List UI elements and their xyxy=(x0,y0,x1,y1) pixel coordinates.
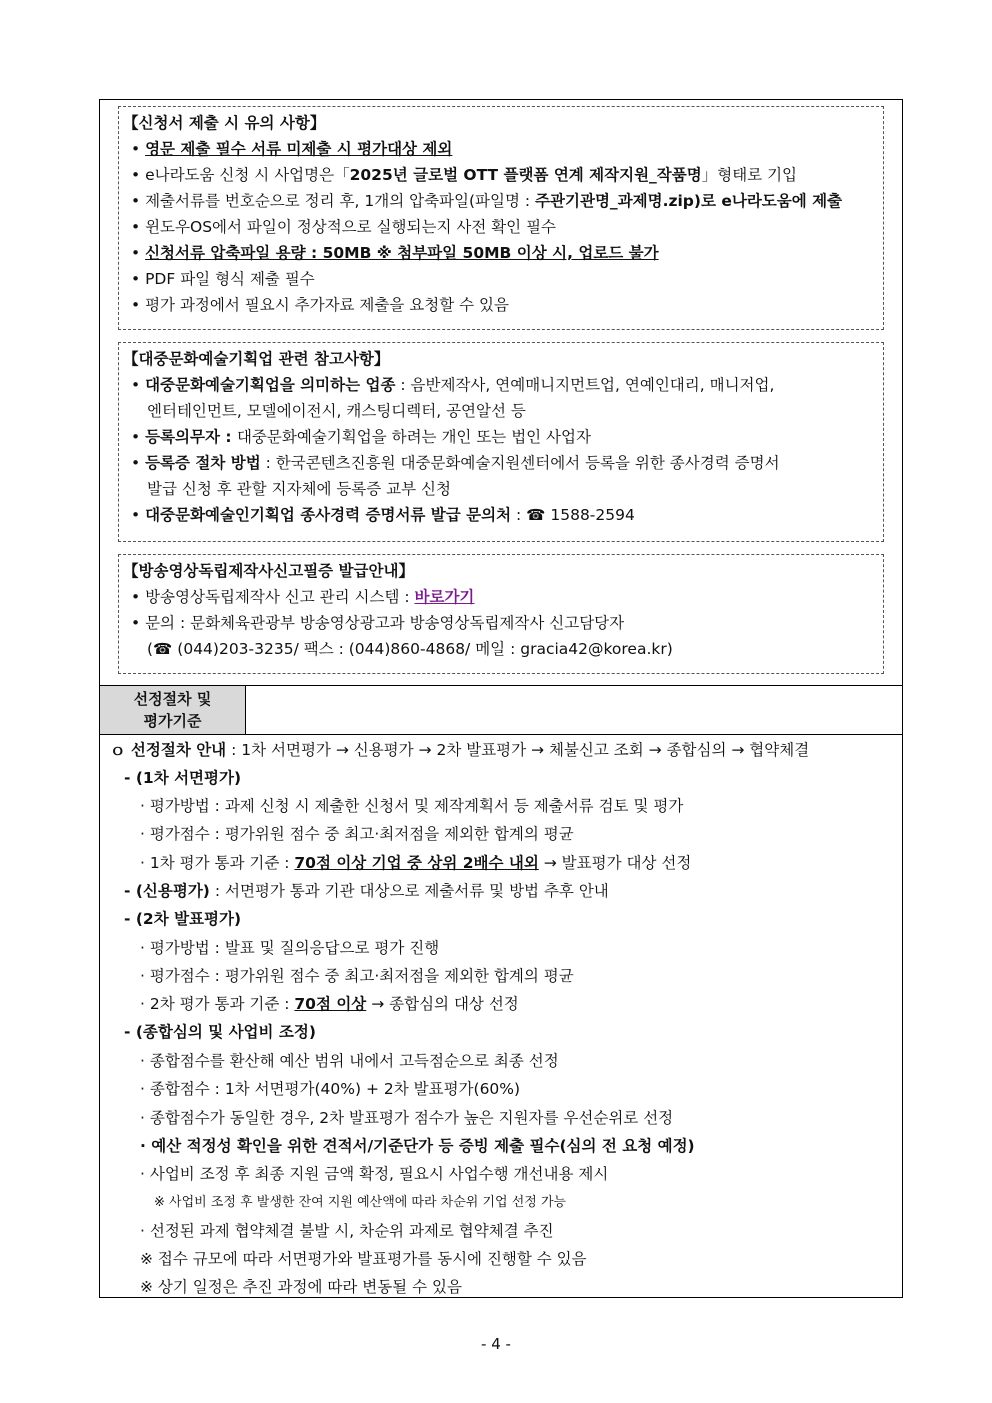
list-item: • 제출서류를 번호순으로 정리 후, 1개의 압축파일(파일명 : 주관기관명_과제명.zip)로 e나라도움에 제출 xyxy=(131,192,843,210)
procedure-line: · 사업비 조정 후 최종 지원 금액 확정, 필요시 사업수행 개선내용 제시 xyxy=(140,1165,609,1183)
procedure-line: · 종합점수 : 1차 서면평가(40%) + 2차 발표평가(60%) xyxy=(140,1080,521,1098)
procedure-line: - (종합심의 및 사업비 조정) xyxy=(124,1023,316,1041)
list-item: • 평가 과정에서 필요시 추가자료 제출을 요청할 수 있음 xyxy=(131,296,509,314)
procedure-line: - (2차 발표평가) xyxy=(124,910,242,928)
procedure-line: · 종합점수를 환산해 예산 범위 내에서 고득점순으로 최종 선정 xyxy=(140,1052,559,1070)
list-item-continuation: 발급 신청 후 관할 지자체에 등록증 교부 신청 xyxy=(147,480,452,498)
shortcut-link[interactable]: 바로가기 xyxy=(414,588,475,606)
page-number: - 4 - xyxy=(481,1335,511,1353)
section-header-row xyxy=(100,685,902,735)
list-item-continuation: 엔터테인먼트, 모델에이전시, 캐스팅디렉터, 공연알선 등 xyxy=(147,402,526,420)
procedure-line: · 1차 평가 통과 기준 : 70점 이상 기업 중 상위 2배수 내외 → 발표평가 대상 선정 xyxy=(140,854,692,872)
section-header-line: 선정절차 및 xyxy=(133,690,212,708)
list-item: • 대중문화예술인기획업 종사경력 증명서류 발급 문의처 : ☎ 1588-2594 xyxy=(131,506,635,524)
submission-notes-title: 【신청서 제출 시 유의 사항】 xyxy=(123,114,326,132)
agency-reference-title: 【대중문화예술기획업 관련 참고사항】 xyxy=(123,350,390,368)
list-item: • 영문 제출 필수 서류 미제출 시 평가대상 제외 xyxy=(131,140,453,158)
procedure-line: · 평가점수 : 평가위원 점수 중 최고·최저점을 제외한 합계의 평균 xyxy=(140,967,574,985)
producer-certificate-box xyxy=(118,554,884,674)
document-frame xyxy=(99,99,903,1298)
procedure-line: · 예산 적정성 확인을 위한 견적서/기준단가 등 증빙 제출 필수(심의 전 요청 예정) xyxy=(140,1137,695,1155)
list-item: • 방송영상독립제작사 신고 관리 시스템 : 바로가기 xyxy=(131,588,475,606)
list-item: • 등록증 절차 방법 : 한국콘텐츠진흥원 대중문화예술지원센터에서 등록을 위한 종사경력 증명서 xyxy=(131,454,780,472)
producer-certificate-title: 【방송영상독립제작사신고필증 발급안내】 xyxy=(123,562,414,580)
procedure-line: · 평가방법 : 발표 및 질의응답으로 평가 진행 xyxy=(140,939,440,957)
list-item: • 등록의무자 : 대중문화예술기획업을 하려는 개인 또는 법인 사업자 xyxy=(131,428,591,446)
agency-reference-box xyxy=(118,342,884,542)
list-item: • 문의 : 문화체육관광부 방송영상광고과 방송영상독립제작사 신고담당자 xyxy=(131,614,625,632)
procedure-line: - (신용평가) : 서면평가 통과 기관 대상으로 제출서류 및 방법 추후 안내 xyxy=(124,882,609,900)
list-item: • 대중문화예술기획업을 의미하는 업종 : 음반제작사, 연예매니지먼트업, 연예인대리, 매니저업, xyxy=(131,376,775,394)
section-header-cell xyxy=(100,686,246,734)
procedure-line: · 종합점수가 동일한 경우, 2차 발표평가 점수가 높은 지원자를 우선순위로 선정 xyxy=(140,1109,674,1127)
procedure-note: ※ 접수 규모에 따라 서면평가와 발표평가를 동시에 진행할 수 있음 xyxy=(140,1250,587,1268)
procedure-line: · 평가점수 : 평가위원 점수 중 최고·최저점을 제외한 합계의 평균 xyxy=(140,825,574,843)
list-item: • PDF 파일 형식 제출 필수 xyxy=(131,270,315,288)
list-item: • 신청서류 압축파일 용량 : 50MB ※ 첨부파일 50MB 이상 시, 업로드 불가 xyxy=(131,244,659,262)
procedure-line: · 2차 평가 통과 기준 : 70점 이상 → 종합심의 대상 선정 xyxy=(140,995,519,1013)
submission-notes-box xyxy=(118,106,884,330)
section-header-line: 평가기준 xyxy=(143,712,202,730)
procedure-line: · 평가방법 : 과제 신청 시 제출한 신청서 및 제작계획서 등 제출서류 검토 및 평가 xyxy=(140,797,684,815)
procedure-line: - (1차 서면평가) xyxy=(124,769,242,787)
list-item: • e나라도움 신청 시 사업명은「2025년 글로벌 OTT 플랫폼 연계 제작지원_작품명」형태로 기입 xyxy=(131,166,798,184)
procedure-intro: ｏ 선정절차 안내 : 1차 서면평가 → 신용평가 → 2차 발표평가 → 체불신고 조회 → 종합심의 → 협약체결 xyxy=(110,741,810,759)
procedure-line: · 선정된 과제 협약체결 불발 시, 차순위 과제로 협약체결 추진 xyxy=(140,1222,554,1240)
contact-details: (☎ (044)203-3235/ 팩스 : (044)860-4868/ 메일 : gracia42@korea.kr) xyxy=(147,640,673,658)
list-item: • 윈도우OS에서 파일이 정상적으로 실행되는지 사전 확인 필수 xyxy=(131,218,557,236)
procedure-footnote: ※ 사업비 조정 후 발생한 잔여 지원 예산액에 따라 차순위 기업 선정 가능 xyxy=(154,1195,567,1210)
procedure-note: ※ 상기 일정은 추진 과정에 따라 변동될 수 있음 xyxy=(140,1278,462,1296)
